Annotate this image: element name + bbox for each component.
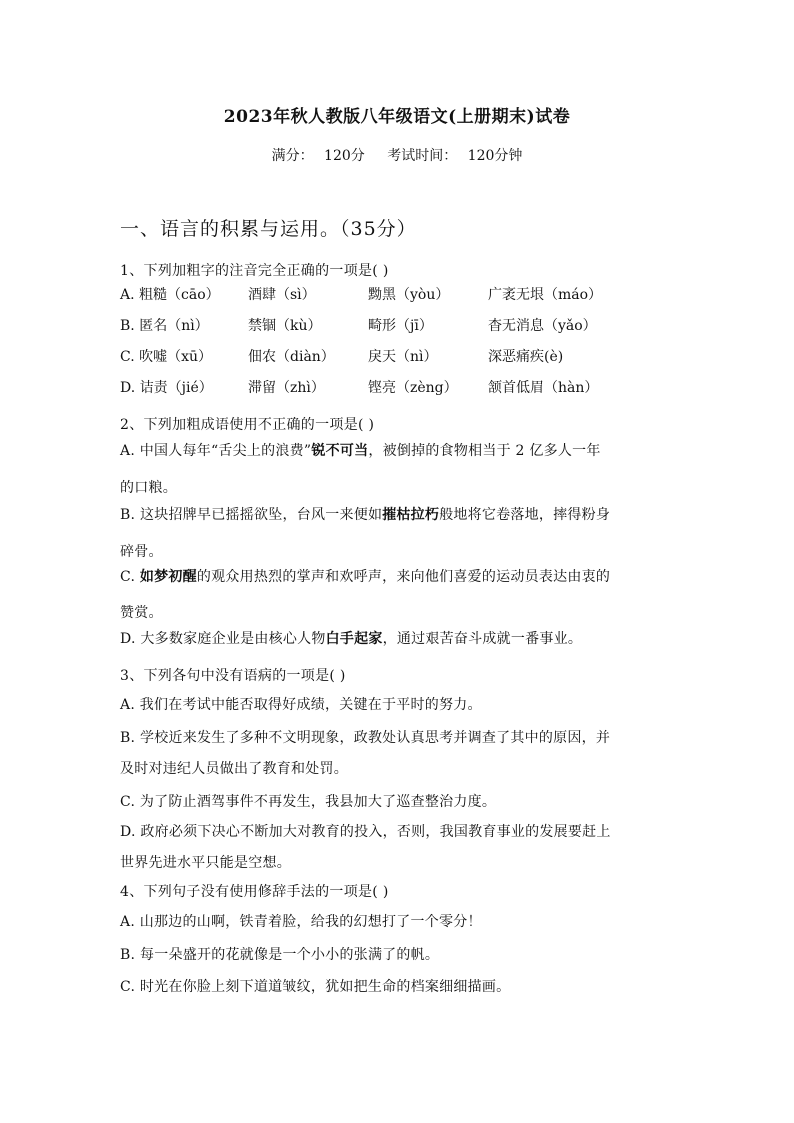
q2-option-b (120, 504, 610, 524)
q3-option-b-cont: 及时对违纪人员做出了教育和处罚。 (120, 761, 348, 777)
q1-option-b-1: B. 匿名（nì） (120, 318, 209, 334)
q2-option-d-text-2: ，通过艰苦奋斗成就一番事业。 (382, 631, 583, 647)
q1-option-d-1: D. 诘责（jié） (120, 380, 213, 396)
q1-option-b-3: 畸形（jī） (368, 318, 433, 334)
q1-row-d (120, 377, 680, 397)
full-score: 满分： 120分 (271, 148, 365, 164)
q3-option-a: A. 我们在考试中能否取得好成绩，关键在于平时的努力。 (120, 697, 482, 713)
q4-option-a: A. 山那边的山啊，铁青着脸，给我的幻想打了一个零分！ (120, 914, 482, 930)
q2-stem: 2、下列加粗成语使用不正确的一项是( ) (120, 417, 375, 433)
q1-option-c-4: 深恶痛疾(è) (488, 349, 564, 365)
q1-option-d-4: 颔首低眉（hàn） (488, 380, 599, 396)
q3-option-d: D. 政府必须下决心不断加大对教育的投入，否则，我国教育事业的发展要赶上 (120, 824, 611, 840)
q2-option-d (120, 628, 582, 648)
q3-stem: 3、下列各句中没有语病的一项是( ) (120, 668, 346, 684)
q2-option-c-text-2: 的观众用热烈的掌声和欢呼声，来向他们喜爱的运动员表达由衷的 (196, 569, 611, 585)
q1-option-a-3: 黝黑（yòu） (368, 287, 450, 303)
q2-option-c-text-1: C. (120, 569, 140, 585)
q2-option-b-idiom: 摧枯拉朽 (382, 507, 440, 523)
q2-option-a-text-1: A. 中国人每年“舌尖上的浪费” (120, 443, 312, 459)
exam-time: 考试时间： 120分钟 (387, 148, 523, 164)
q2-option-c-cont: 赞赏。 (120, 605, 163, 621)
q1-option-a-4: 广袤无垠（máo） (488, 287, 603, 303)
q1-option-d-2: 滞留（zhì） (248, 380, 325, 396)
exam-title: 2023年秋人教版八年级语文(上册期末)试卷 (223, 107, 571, 127)
q1-row-c (120, 346, 680, 366)
q3-option-c: C. 为了防止酒驾事件不再发生，我县加大了巡查整治力度。 (120, 794, 497, 810)
q4-option-b: B. 每一朵盛开的花就像是一个小小的张满了的帆。 (120, 947, 440, 963)
q2-option-a-text-2: ，被倒掉的食物相当于 2 亿多人一年 (368, 443, 601, 459)
q1-option-d-3: 铿亮（zèng） (368, 380, 458, 396)
q1-option-b-4: 杳无消息（yǎo） (488, 318, 597, 334)
q2-option-b-text-1: B. 这块招牌早已摇摇欲坠，台风一来便如 (120, 507, 383, 523)
q2-option-c (120, 566, 610, 586)
q4-stem: 4、下列句子没有使用修辞手法的一项是( ) (120, 884, 389, 900)
q1-option-b-2: 禁锢（kù） (248, 318, 322, 334)
q2-option-a-cont: 的口粮。 (120, 480, 177, 496)
q2-option-b-cont: 碎骨。 (120, 544, 163, 560)
q4-option-c: C. 时光在你脸上刻下道道皱纹，犹如把生命的档案细细描画。 (120, 979, 511, 995)
q2-option-d-text-1: D. 大多数家庭企业是由核心人物 (120, 631, 326, 647)
q1-option-c-2: 佃农（diàn） (248, 349, 335, 365)
q1-stem: 1、下列加粗字的注音完全正确的一项是( ) (120, 263, 389, 279)
q3-option-d-cont: 世界先进水平只能是空想。 (120, 855, 291, 871)
exam-meta (0, 145, 794, 165)
q2-option-a-idiom: 锐不可当 (311, 443, 369, 459)
q2-option-c-idiom: 如梦初醒 (139, 569, 197, 585)
q1-row-b (120, 315, 680, 335)
q1-option-c-3: 戾天（nì） (368, 349, 438, 365)
q2-option-a (120, 440, 601, 460)
section-1-title: 一、语言的积累与运用。（35分） (120, 218, 417, 240)
q2-option-d-idiom: 白手起家 (325, 631, 383, 647)
q1-option-a-2: 酒肆（sì） (248, 287, 316, 303)
q2-option-b-text-2: 般地将它卷落地，摔得粉身 (439, 507, 611, 523)
q3-option-b: B. 学校近来发生了多种不文明现象，政教处认真思考并调查了其中的原因，并 (120, 730, 611, 746)
q1-row-a (120, 284, 680, 304)
q1-option-a-1: A. 粗糙（cāo） (120, 287, 220, 303)
q1-option-c-1: C. 吹嘘（xū） (120, 349, 213, 365)
